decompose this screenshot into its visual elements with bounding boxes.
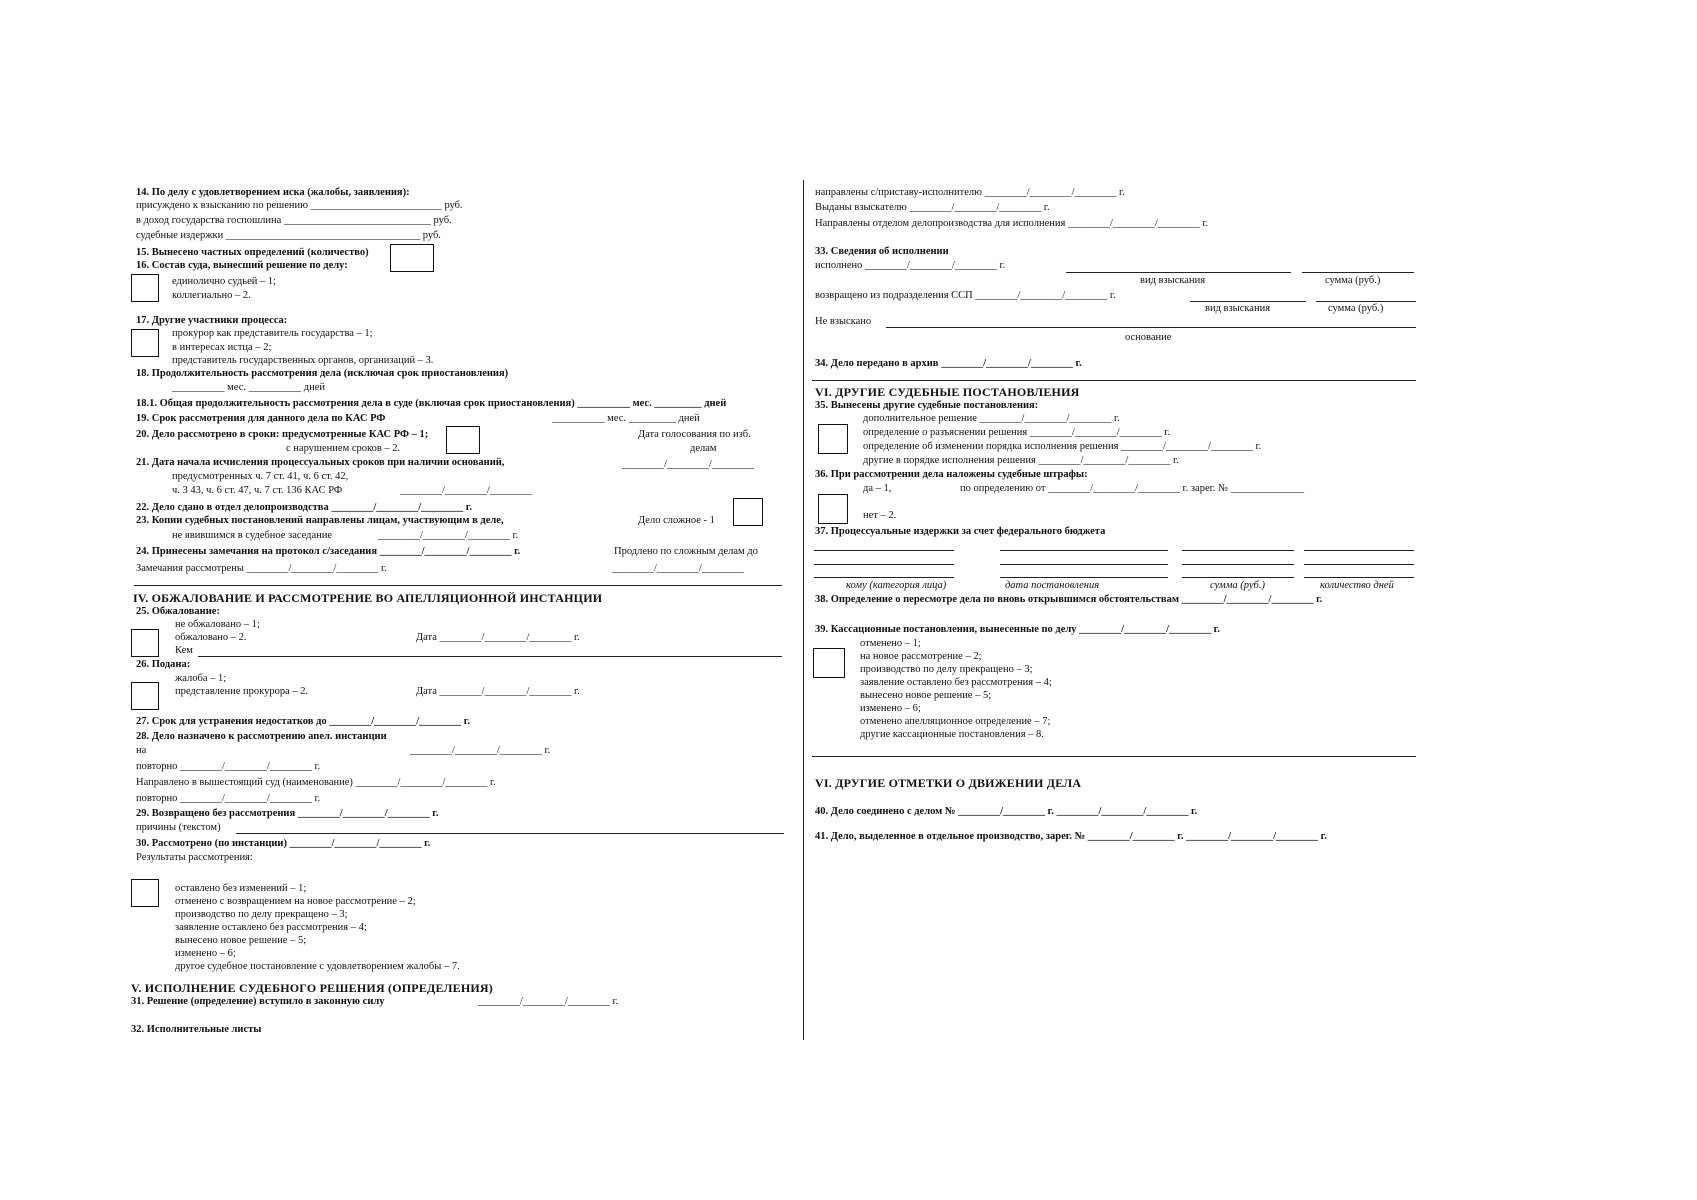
voting-date-field[interactable]: ________/________/________ (622, 459, 754, 470)
section-divider-right-2 (812, 756, 1416, 757)
item-19-fields: __________ мес. _________ дней (552, 413, 700, 424)
item-18-fields: __________ мес. __________ дней (172, 382, 325, 393)
item-25-date: Дата ________/________/________ г. (416, 632, 580, 643)
result-opt-1: оставлено без изменений – 1; (175, 883, 307, 894)
result-opt-6: изменено – 6; (175, 948, 236, 959)
item-36-checkbox[interactable] (818, 494, 848, 524)
returned-sum-line[interactable] (1316, 301, 1416, 302)
item-39-opt-4: заявление оставлено без рассмотрения – 4; (860, 677, 1052, 688)
not-collected: Не взыскано (815, 316, 872, 327)
result-opt-7: другое судебное постановление с удовлетворением жалобы – 7. (175, 961, 460, 972)
costs-line-3a[interactable] (814, 577, 954, 578)
result-opt-4: заявление оставлено без рассмотрения – 4; (175, 922, 367, 933)
section-divider-right-1 (812, 380, 1416, 381)
item-27: 27. Срок для устранения недостатков до ________/________/________ г. (136, 716, 470, 727)
executed-sum-caption: сумма (руб.) (1325, 275, 1381, 286)
item-39-checkbox[interactable] (813, 648, 845, 678)
sent-higher-court-repeat: повторно ________/________/________ г. (136, 793, 321, 804)
item-36-ruling: по определению от ________/________/________ г. зарег. № ______________ (960, 483, 1305, 494)
item-25-opt-1: не обжаловано – 1; (175, 619, 260, 630)
item-40: 40. Дело соединено с делом № ________/________ г. ________/________/________ г. (815, 806, 1198, 817)
item-36-no: нет – 2. (863, 510, 897, 521)
item-28-na: на (136, 745, 147, 756)
item-26-opt-2: представление прокурора – 2. (175, 686, 309, 697)
section-iv-heading: IV. ОБЖАЛОВАНИЕ И РАССМОТРЕНИЕ ВО АПЕЛЛЯЦИОННОЙ ИНСТАНЦИИ (133, 591, 603, 605)
section-vi-other-heading: VI. ДРУГИЕ ОТМЕТКИ О ДВИЖЕНИИ ДЕЛА (815, 776, 1082, 790)
item-34: 34. Дело передано в архив ________/________/________ г. (815, 358, 1082, 369)
remarks-reviewed: Замечания рассмотрены ________/________/________ г. (136, 563, 387, 574)
item-24: 24. Принесены замечания на протокол с/заседания ________/________/________ г. (136, 546, 521, 557)
section-v-heading: V. ИСПОЛНЕНИЕ СУДЕБНОГО РЕШЕНИЯ (ОПРЕДЕЛЕНИЯ) (131, 981, 493, 995)
item-36-yes: да – 1, (863, 483, 892, 494)
executed-sum-line[interactable] (1302, 272, 1414, 273)
item-35-opt-2: определение о разъяснении решения ________/________/________ г. (863, 427, 1171, 438)
item-28-date-field[interactable]: ________/________/________ г. (410, 745, 551, 756)
item-29-reasons: причины (текстом) (136, 822, 221, 833)
item-21-line-3: ч. 3 43, ч. 6 ст. 47, ч. 7 ст. 136 КАС РФ (172, 485, 343, 496)
issued-to-creditor: Выданы взыскателю ________/________/________ г. (815, 202, 1050, 213)
item-21-date-field[interactable]: ________/________/________ (400, 485, 532, 496)
item-14-court-costs: судебные издержки _____________________________________ руб. (136, 230, 441, 241)
item-39-opt-5: вынесено новое решение – 5; (860, 690, 992, 701)
item-16-checkbox[interactable] (131, 274, 159, 302)
item-38: 38. Определение о пересмотре дела по вновь открывшимся обстоятельствам ________/________/________ г. (815, 594, 1323, 605)
costs-line-3d[interactable] (1304, 577, 1414, 578)
item-17-opt-1: прокурор как представитель государства – 1; (172, 328, 373, 339)
costs-line-1a[interactable] (814, 550, 954, 551)
extended-date-field[interactable]: ________/________/________ (612, 563, 744, 574)
item-37: 37. Процессуальные издержки за счет федерального бюджета (815, 526, 1106, 537)
item-35-opt-1: дополнительное решение ________/________/________ г. (863, 413, 1120, 424)
costs-line-2b[interactable] (1000, 564, 1168, 565)
item-26-opt-1: жалоба – 1; (175, 673, 227, 684)
item-28: 28. Дело назначено к рассмотрению апел. инстанции (136, 731, 387, 742)
item-26: 26. Подана: (136, 659, 191, 670)
item-17-opt-3: представитель государственных органов, организаций – 3. (172, 355, 434, 366)
item-39: 39. Кассационные постановления, вынесенные по делу ________/________/________ г. (815, 624, 1220, 635)
extended-label: Продлено по сложным делам до (614, 546, 758, 557)
item-18-1: 18.1. Общая продолжительность рассмотрения дела в суде (включая срок приостановления) __________ мес. _________ дней (136, 398, 727, 409)
item-25-by: Кем (175, 645, 193, 656)
returned-type-caption: вид взыскания (1205, 303, 1271, 314)
item-25-opt-2: обжаловано – 2. (175, 632, 247, 643)
result-opt-3: производство по делу прекращено – 3; (175, 909, 348, 920)
item-39-opt-3: производство по делу прекращено – 3; (860, 664, 1033, 675)
item-14-awarded: присуждено к взысканию по решению _________________________ руб. (136, 200, 463, 211)
not-collected-line[interactable] (886, 327, 1416, 328)
item-23-date-field[interactable]: ________/________/________ г. (378, 530, 519, 541)
item-25-by-line[interactable] (198, 656, 782, 657)
complex-case-checkbox[interactable] (733, 498, 763, 526)
item-39-opt-1: отменено – 1; (860, 638, 921, 649)
item-25-checkbox[interactable] (131, 629, 159, 657)
returned-from-ssp: возвращено из подразделения ССП ________/________/________ г. (815, 290, 1116, 301)
item-23-line-2: не явившимся в судебное заседание (172, 530, 333, 541)
item-39-opt-7: отменено апелляционное определение – 7; (860, 716, 1051, 727)
item-17-checkbox[interactable] (131, 329, 159, 357)
item-35: 35. Вынесены другие судебные постановления: (815, 400, 1039, 411)
executed-type-line[interactable] (1066, 272, 1291, 273)
costs-col-whom: кому (категория лица) (846, 580, 947, 591)
voting-date-label-2: делам (690, 443, 717, 454)
item-30-checkbox[interactable] (131, 879, 159, 907)
item-28-repeat: повторно ________/________/________ г. (136, 761, 321, 772)
costs-line-2a[interactable] (814, 564, 954, 565)
item-26-date: Дата ________/________/________ г. (416, 686, 580, 697)
item-16: 16. Состав суда, вынесший решение по делу: (136, 260, 348, 271)
item-20-checkbox[interactable] (446, 426, 480, 454)
section-divider (134, 585, 782, 586)
returned-sum-caption: сумма (руб.) (1328, 303, 1384, 314)
voting-date-label: Дата голосования по изб. (638, 429, 751, 440)
executed: исполнено ________/________/________ г. (815, 260, 1006, 271)
item-20-opt-2: с нарушением сроков – 2. (286, 443, 401, 454)
costs-col-sum: сумма (руб.) (1210, 580, 1265, 591)
item-25: 25. Обжалование: (136, 606, 220, 617)
item-26-checkbox[interactable] (131, 682, 159, 710)
result-opt-2: отменено с возвращением на новое рассмотрение – 2; (175, 896, 416, 907)
item-35-checkbox[interactable] (818, 424, 848, 454)
item-36: 36. При рассмотрении дела наложены судебные штрафы: (815, 469, 1088, 480)
item-16-opt-2: коллегиально – 2. (172, 290, 251, 301)
returned-type-line[interactable] (1190, 301, 1306, 302)
item-41: 41. Дело, выделенное в отдельное производство, зарег. № ________/________ г. ________/________/________ г. (815, 831, 1327, 842)
item-21-line-2: предусмотренных ч. 7 ст. 41, ч. 6 ст. 42, (172, 471, 349, 482)
item-30: 30. Рассмотрено (по инстанции) ________/________/________ г. (136, 838, 431, 849)
costs-line-3c[interactable] (1182, 577, 1294, 578)
item-17: 17. Другие участники процесса: (136, 315, 288, 326)
item-31: 31. Решение (определение) вступило в законную силу (131, 996, 385, 1007)
costs-line-3b[interactable] (1000, 577, 1168, 578)
item-21: 21. Дата начала исчисления процессуальных сроков при наличии оснований, (136, 457, 505, 468)
item-29-reasons-line[interactable] (236, 833, 784, 834)
not-collected-caption: основание (1125, 332, 1172, 343)
result-opt-5: вынесено новое решение – 5; (175, 935, 307, 946)
executed-type-caption: вид взыскания (1140, 275, 1206, 286)
costs-col-date: дата постановления (1005, 580, 1100, 591)
item-33: 33. Сведения об исполнении (815, 246, 949, 257)
item-14-state-fee: в доход государства госпошлина ____________________________ руб. (136, 215, 452, 226)
item-32: 32. Исполнительные листы (131, 1024, 262, 1035)
costs-line-2c[interactable] (1182, 564, 1294, 565)
complex-case-label: Дело сложное - 1 (638, 515, 715, 526)
item-14-title: 14. По делу с удовлетворением иска (жалобы, заявления): (136, 187, 410, 198)
item-39-opt-6: изменено – 6; (860, 703, 921, 714)
costs-col-days: количество дней (1320, 580, 1394, 591)
sent-higher-court: Направлено в вышестоящий суд (наименование) ________/________/________ г. (136, 777, 496, 788)
item-35-opt-4: другие в порядке исполнения решения ________/________/________ г. (863, 455, 1179, 466)
results-label: Результаты рассмотрения: (136, 852, 253, 863)
sent-to-bailiff: направлены с/приставу-исполнителю ________/________/________ г. (815, 187, 1125, 198)
costs-line-2d[interactable] (1304, 564, 1414, 565)
item-17-opt-2: в интересах истца – 2; (172, 342, 272, 353)
column-divider (803, 180, 804, 1040)
item-39-opt-8: другие кассационные постановления – 8. (860, 729, 1044, 740)
item-39-opt-2: на новое рассмотрение – 2; (860, 651, 982, 662)
costs-line-1b[interactable] (1000, 550, 1168, 551)
sent-by-office: Направлены отделом делопроизводства для исполнения ________/________/________ г. (815, 218, 1209, 229)
item-16-opt-1: единолично судьей – 1; (172, 276, 277, 287)
section-vi-heading: VI. ДРУГИЕ СУДЕБНЫЕ ПОСТАНОВЛЕНИЯ (815, 385, 1080, 399)
item-20: 20. Дело рассмотрено в сроки: предусмотренные КАС РФ – 1; (136, 429, 429, 440)
costs-line-1c[interactable] (1182, 550, 1294, 551)
item-31-date-field[interactable]: ________/________/________ г. (478, 996, 619, 1007)
item-29: 29. Возвращено без рассмотрения ________/________/________ г. (136, 808, 439, 819)
costs-line-1d[interactable] (1304, 550, 1414, 551)
item-18: 18. Продолжительность рассмотрения дела (исключая срок приостановления) (136, 368, 509, 379)
item-23: 23. Копии судебных постановлений направлены лицам, участвующим в деле, (136, 515, 504, 526)
item-19: 19. Срок рассмотрения для данного дела по КАС РФ (136, 413, 386, 424)
item-35-opt-3: определение об изменении порядка исполнения решения ________/________/________ г. (863, 441, 1262, 452)
item-15-count-box[interactable] (390, 244, 434, 272)
item-22: 22. Дело сдано в отдел делопроизводства ________/________/________ г. (136, 502, 472, 513)
item-15: 15. Вынесено частных определений (количество) (136, 247, 369, 258)
